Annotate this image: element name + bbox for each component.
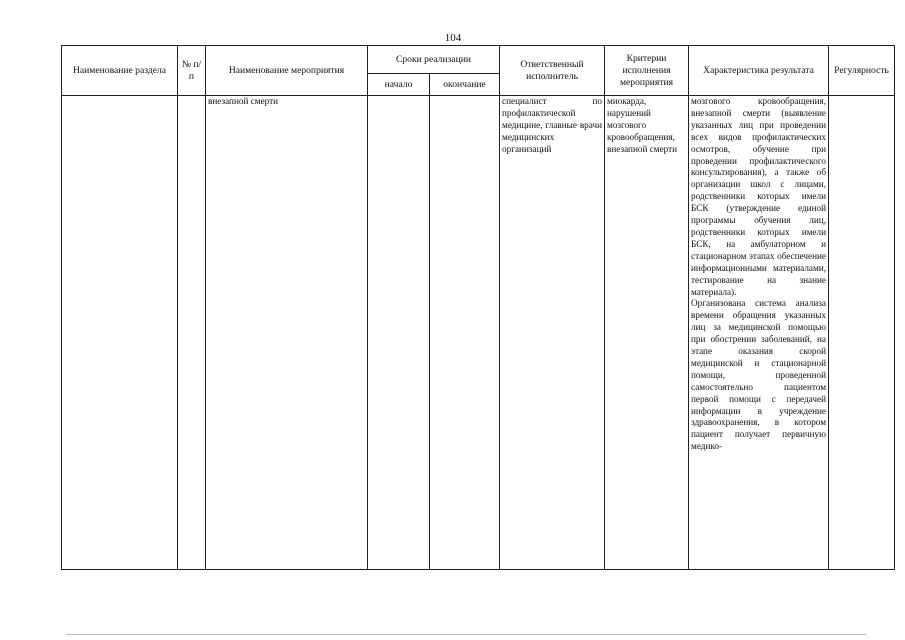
cell-section-name <box>62 96 178 570</box>
cell-criteria: миокарда, нарушений мозгового кровообращения, внезапной смерти <box>605 96 689 570</box>
header-responsible: Ответственный исполнитель <box>500 46 605 96</box>
header-end: окончание <box>430 74 500 96</box>
page-bottom-edge <box>66 634 866 635</box>
table-row <box>62 96 895 570</box>
header-criteria: Критерии исполнения мероприятия <box>605 46 689 96</box>
cell-number <box>178 96 206 570</box>
cell-end <box>430 96 500 570</box>
page-number: 104 <box>444 32 462 44</box>
plan-table <box>61 45 895 570</box>
header-number: № п/п <box>178 46 206 96</box>
cell-result-characteristics <box>689 96 829 570</box>
header-event-name: Наименование мероприятия <box>206 46 368 96</box>
header-regularity: Регулярность <box>829 46 895 96</box>
cell-event-name: внезапной смерти <box>206 96 368 570</box>
result-paragraph-2: Организована система анализа времени обращения указанных лиц за медицинской помощью при обострении заболеваний, на этапе оказания скорой медицинской и стационарной помощи, проведенной самостоятельно пациентом первой помощи с передачей информации в учреждение здравоохранения, в котором пациент получает первичную медико- <box>691 298 827 452</box>
header-start: начало <box>368 74 430 96</box>
header-characteristics: Характеристика результата <box>689 46 829 96</box>
cell-regularity <box>829 96 895 570</box>
cell-start <box>368 96 430 570</box>
table-header <box>62 46 895 96</box>
header-section-name: Наименование раздела <box>62 46 178 96</box>
header-deadlines: Сроки реализации <box>368 46 500 74</box>
cell-responsible: специалист по профилактической медицине, главные врачи медицинских организаций <box>500 96 605 570</box>
result-paragraph-1: мозгового кровообращения, внезапной смерти (выявление указанных лиц при проведении всех видов профилактических осмотров, обучение при проведении профилактического консультирования), а также об организации школ с лицами, родственники которых имели БСК (утверждение единой программы обучения лиц, родственники которых имели БСК, на амбулаторном и стационарном этапах обеспечение информационными материалами, тестирование на знание материала). <box>691 96 827 297</box>
